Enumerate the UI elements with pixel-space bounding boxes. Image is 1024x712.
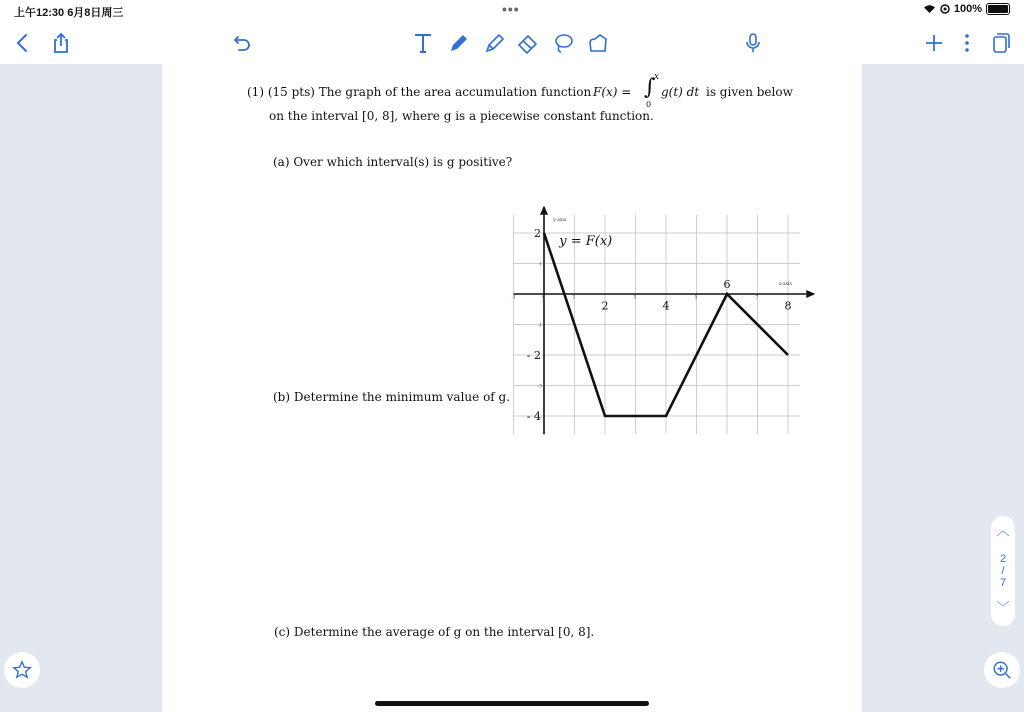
y-minor-tick-label: 1 (539, 262, 542, 268)
y-tick-label: - 4 (526, 410, 541, 423)
add-page-icon[interactable] (921, 30, 947, 56)
y-tick-label: 2 (534, 227, 541, 240)
part-c: (c) Determine the average of g on the interval [0, 8]. (274, 625, 595, 639)
y-tick-label: - 2 (526, 349, 541, 362)
x-minor-tick-label: 3 (633, 295, 637, 301)
document-page[interactable] (162, 64, 862, 712)
eraser-tool-icon[interactable] (515, 30, 541, 56)
problem-header-prefix: (1) (15 pts) The graph of the area accumulation function (247, 85, 592, 99)
pen-tool-icon[interactable] (446, 30, 472, 56)
star-icon (11, 659, 33, 681)
problem-header (247, 85, 591, 99)
undo-icon[interactable] (229, 30, 255, 56)
page-current: 2 (999, 553, 1007, 565)
problem-line-2: on the interval [0, 8], where g is a piecewise constant function. (269, 109, 654, 123)
part-a: (a) Over which interval(s) is g positive? (273, 155, 513, 169)
shape-tool-icon[interactable] (585, 30, 611, 56)
x-tick-label: 4 (662, 299, 670, 313)
x-axis-arrow (806, 290, 815, 298)
page-separator: / (1001, 565, 1005, 577)
x-minor-tick-label: 5 (694, 295, 698, 301)
zoom-button[interactable] (984, 652, 1020, 688)
part-b: (b) Determine the minimum value of g. (273, 390, 511, 404)
y-axis-label: y-axis (553, 217, 567, 223)
x-minor-tick-label: 1 (572, 295, 576, 301)
status-indicators (923, 3, 1010, 15)
area-function-chart (492, 134, 812, 423)
lasso-tool-icon[interactable] (550, 30, 576, 56)
share-icon[interactable] (48, 30, 74, 56)
multitask-dots[interactable]: ••• (502, 1, 520, 17)
y-minor-tick-label: -3 (537, 384, 542, 390)
x-minor-tick-label: 0 (542, 295, 545, 301)
back-icon[interactable] (10, 30, 36, 56)
x-minor-tick-label: -1 (511, 295, 516, 301)
x-minor-tick-label: 7 (755, 295, 759, 301)
page-total: 7 (999, 577, 1007, 589)
x-axis-label: x-axis (778, 281, 792, 287)
x-tick-label: 2 (601, 299, 609, 313)
microphone-icon[interactable] (740, 30, 766, 56)
page-navigator[interactable] (991, 516, 1015, 626)
left-margin (0, 64, 162, 712)
y-minor-tick-label: -1 (537, 323, 542, 329)
status-time: 上午12:30 6月8日周三 (14, 7, 124, 19)
home-indicator[interactable] (375, 701, 649, 706)
integral-upper: x (654, 72, 660, 82)
integrand: g(t) dt (661, 85, 700, 99)
more-icon[interactable] (954, 30, 980, 56)
zoom-in-icon (991, 659, 1013, 681)
location-icon (940, 4, 950, 14)
x-tick-label: 8 (784, 299, 792, 313)
integral-lower: 0 (646, 100, 652, 109)
page-up-icon[interactable]: ︿ (996, 523, 1010, 538)
text-tool-icon[interactable] (410, 30, 436, 56)
x-tick-label: 6 (723, 277, 731, 291)
battery-icon (986, 3, 1010, 15)
page-down-icon[interactable]: ﹀ (996, 600, 1010, 615)
toolbar (0, 22, 1024, 64)
pages-icon[interactable] (987, 30, 1013, 56)
chart-title: y = F(x) (559, 234, 613, 250)
integral-sign: ∫ (644, 75, 656, 100)
favorite-button[interactable] (4, 652, 40, 688)
y-axis-arrow (540, 206, 548, 215)
battery-percent: 100% (953, 3, 982, 15)
header-suffix: is given below (706, 85, 793, 99)
wifi-icon (923, 4, 936, 14)
status-bar (0, 0, 1024, 22)
highlighter-tool-icon[interactable] (481, 30, 507, 56)
function-lhs: F(x) = (593, 85, 632, 99)
